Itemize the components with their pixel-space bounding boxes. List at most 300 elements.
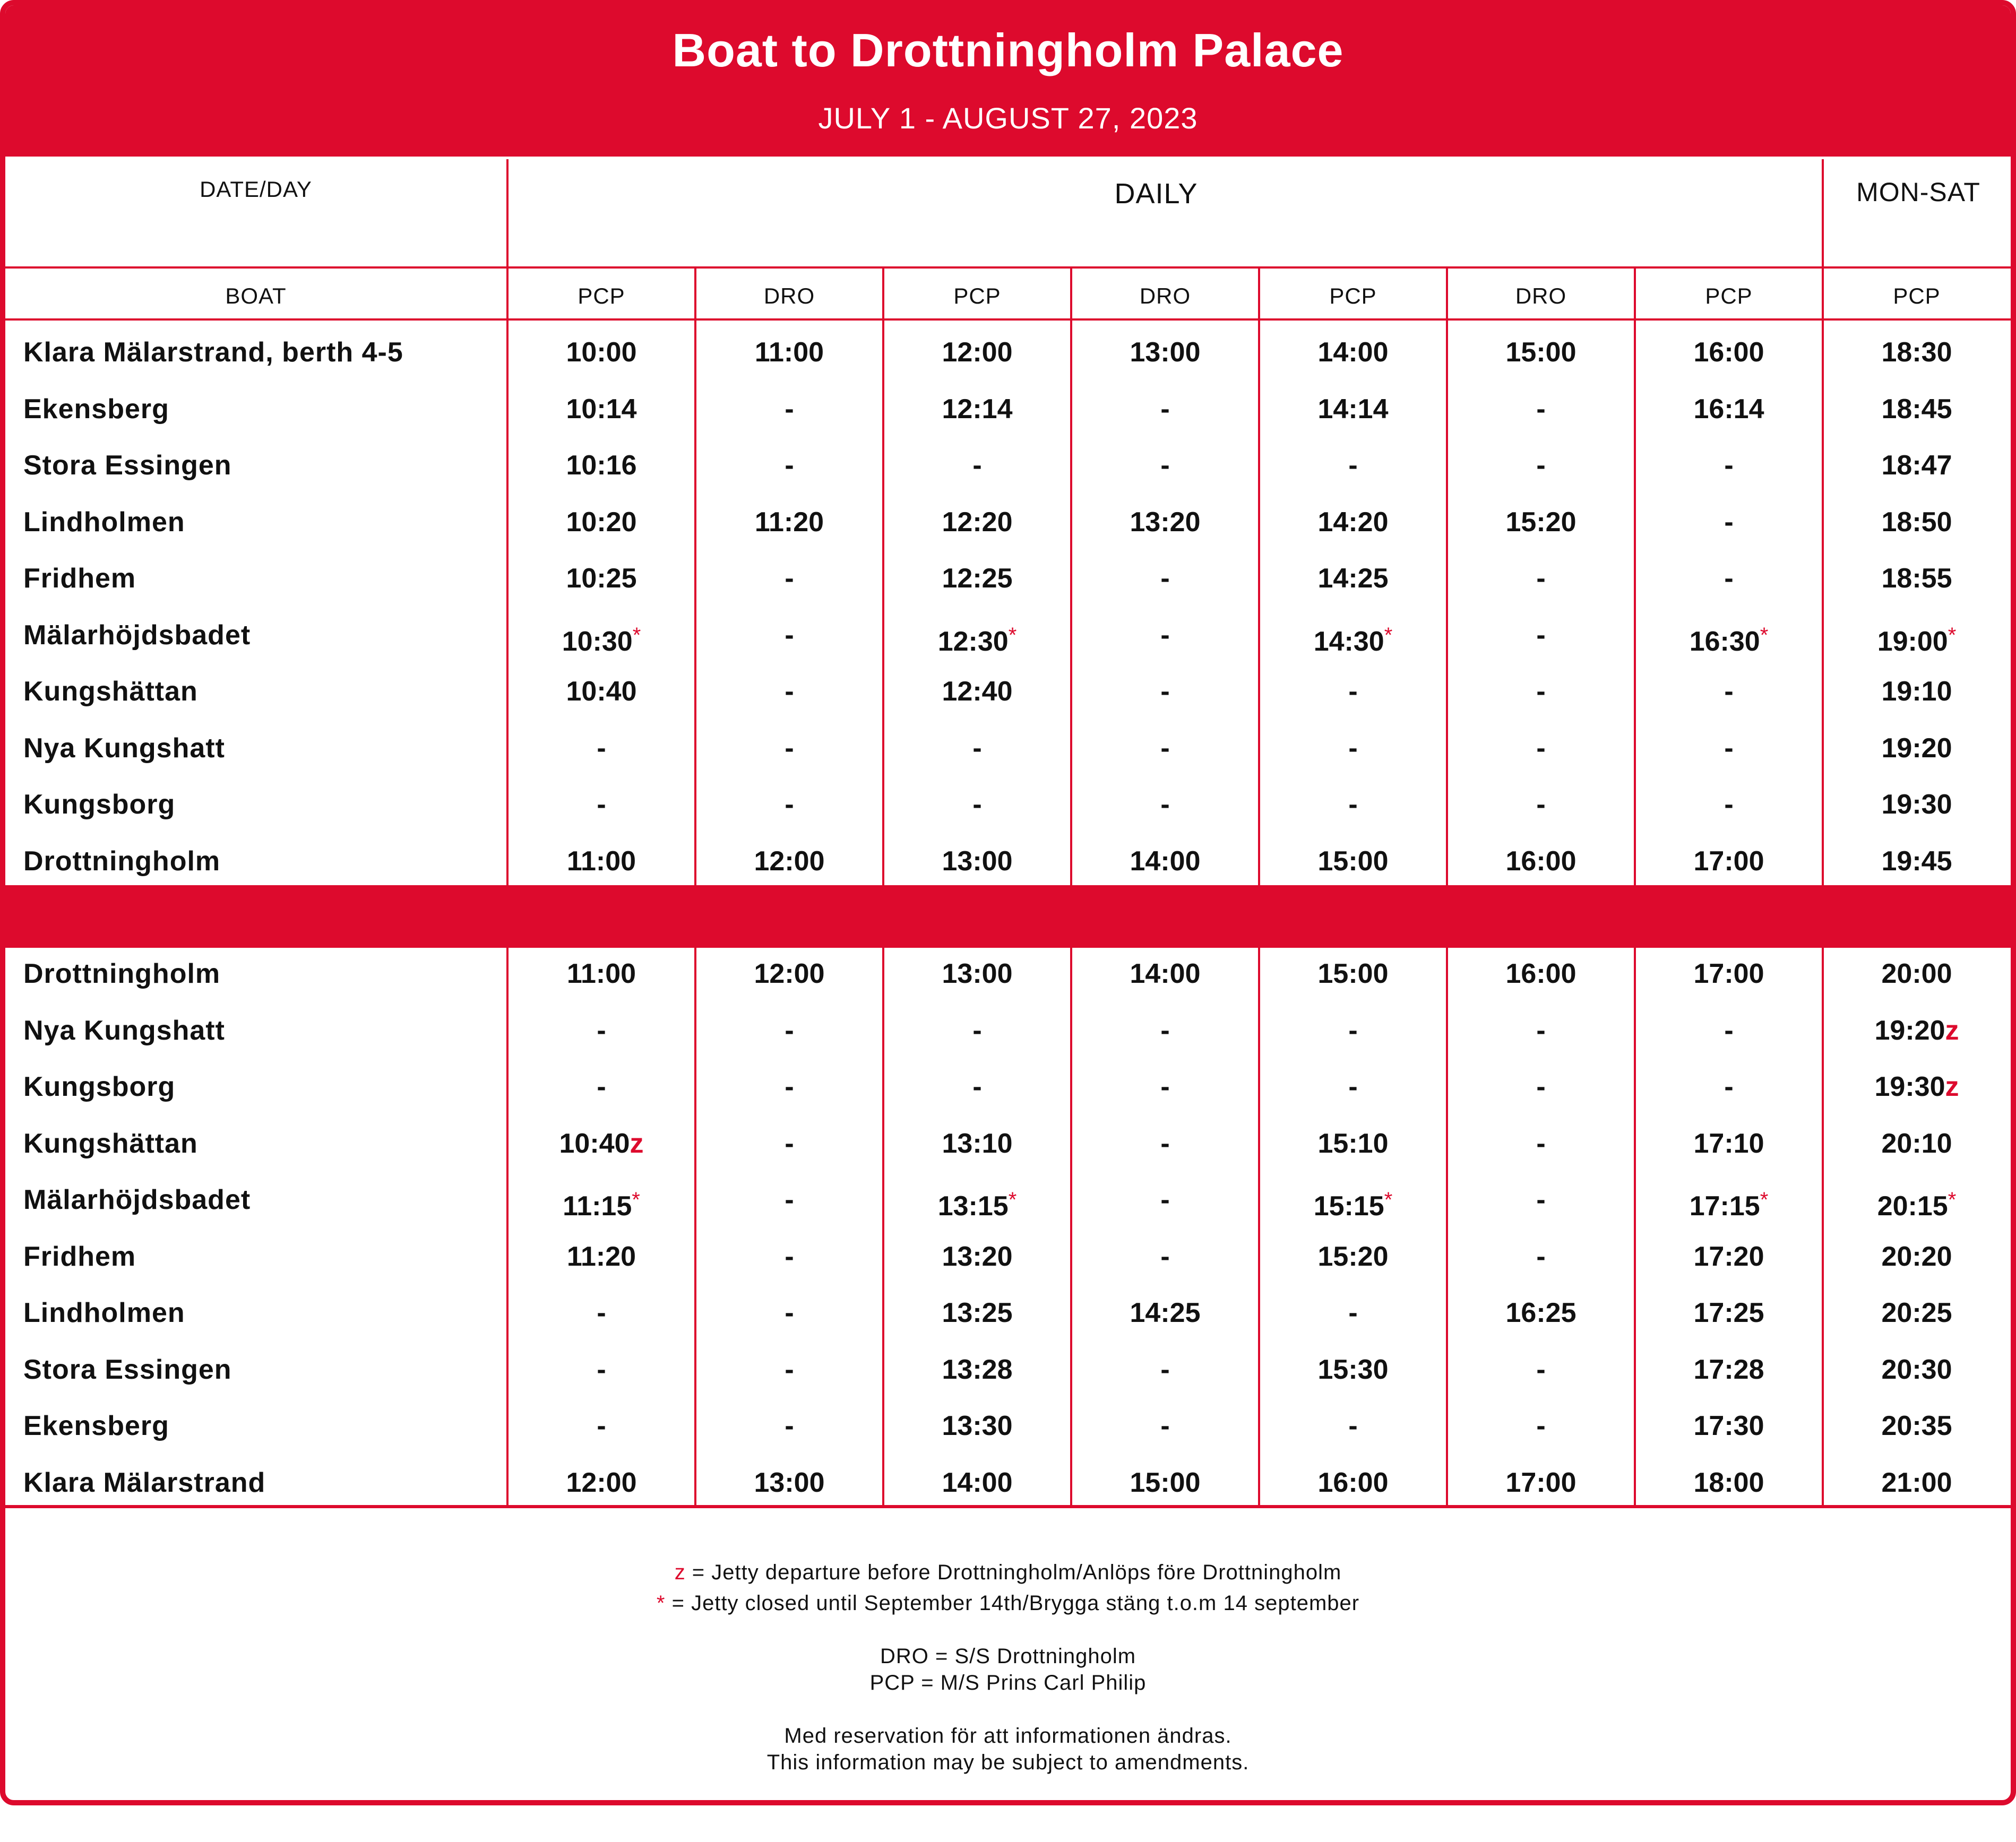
- time-value: 18:00: [1693, 1467, 1764, 1498]
- boat-column-header: DRO: [763, 283, 815, 308]
- time-value: -: [1160, 1128, 1170, 1159]
- direction-separator: [5, 885, 2011, 948]
- departure-time: [1823, 720, 2011, 776]
- time-value: -: [785, 1184, 794, 1215]
- departure-time: [1635, 1285, 1823, 1341]
- time-value: -: [1724, 1071, 1734, 1102]
- departure-time: [1259, 1398, 1447, 1454]
- time-value: -: [1160, 732, 1170, 764]
- time-value: -: [972, 1015, 982, 1046]
- departure-time: [1071, 324, 1259, 380]
- departure-time: [507, 1285, 695, 1341]
- departure-time: [1259, 1059, 1447, 1115]
- time-value: 15:20: [1505, 506, 1576, 538]
- time-value: 18:50: [1881, 506, 1952, 538]
- time-value: -: [1536, 393, 1546, 425]
- jetty-closed-mark: *: [1384, 1188, 1393, 1212]
- time-value: -: [1536, 1354, 1546, 1385]
- departure-time: [1823, 776, 2011, 833]
- departure-time: [1259, 1002, 1447, 1059]
- time-value: -: [785, 619, 794, 651]
- departure-time: [507, 1455, 695, 1511]
- departure-time: [507, 1059, 695, 1115]
- departure-time: [1447, 1059, 1635, 1115]
- time-value: -: [1160, 450, 1170, 481]
- time-value: -: [1348, 1071, 1358, 1102]
- jetty-closed-mark: *: [1948, 1188, 1957, 1212]
- departure-time: [1071, 1059, 1259, 1115]
- time-value: 14:00: [1130, 958, 1201, 989]
- departure-time: [1823, 1285, 2011, 1341]
- time-value: 19:00: [1877, 626, 1948, 657]
- jetty-closed-mark: *: [1760, 1188, 1769, 1212]
- departure-time: [1635, 1002, 1823, 1059]
- time-value: 20:35: [1881, 1411, 1952, 1441]
- departure-time: [1823, 381, 2011, 437]
- time-value: 12:30: [937, 626, 1009, 657]
- time-value: 17:00: [1505, 1467, 1576, 1498]
- departure-time: [1823, 1172, 2011, 1228]
- departure-time: [1823, 494, 2011, 550]
- jetty-closed-mark: *: [632, 623, 641, 647]
- departure-time: [1447, 1285, 1635, 1341]
- departure-time: [1635, 437, 1823, 494]
- departure-time: [883, 494, 1071, 550]
- departure-time: [1823, 607, 2011, 663]
- time-value: -: [1160, 619, 1170, 651]
- time-value: -: [1536, 676, 1546, 707]
- departure-time: [1635, 550, 1823, 607]
- time-value: 13:25: [942, 1298, 1013, 1328]
- departure-time: [1823, 1398, 2011, 1454]
- departure-time: [1447, 1455, 1635, 1511]
- early-departure-mark: z: [1945, 1071, 1959, 1102]
- time-value: 16:30: [1689, 626, 1760, 657]
- departure-time: [695, 1285, 883, 1341]
- departure-time: [507, 1172, 695, 1228]
- time-value: 12:00: [566, 1467, 637, 1498]
- departure-time: [1071, 663, 1259, 720]
- time-value: 11:00: [566, 845, 636, 877]
- departure-time: [695, 1342, 883, 1398]
- time-value: 18:45: [1881, 393, 1952, 425]
- departure-time: [507, 1002, 695, 1059]
- page-title: Boat to Drottningholm Palace: [672, 24, 1344, 76]
- departure-time: [1071, 550, 1259, 607]
- boat-column-header: PCP: [953, 283, 1001, 308]
- jetty-closed-mark: *: [1948, 623, 1957, 647]
- timetable-grid: [5, 5, 2011, 1800]
- departure-time: [507, 324, 695, 380]
- time-value: 13:00: [942, 958, 1013, 989]
- table-row: [5, 1059, 2011, 1115]
- star-symbol: *: [656, 1592, 666, 1615]
- departure-time: [695, 776, 883, 833]
- departure-time: [1823, 663, 2011, 720]
- departure-time: [1259, 607, 1447, 663]
- early-departure-mark: z: [630, 1128, 644, 1159]
- departure-time: [883, 1172, 1071, 1228]
- time-value: 13:00: [942, 845, 1013, 877]
- departure-time: [1071, 437, 1259, 494]
- departure-time: [883, 776, 1071, 833]
- time-value: -: [785, 563, 794, 594]
- stop-name: Kungsborg: [23, 1071, 176, 1102]
- time-value: -: [1724, 676, 1734, 707]
- departure-time: [1071, 1285, 1259, 1341]
- time-value: 16:00: [1693, 337, 1764, 368]
- time-value: 13:10: [942, 1128, 1013, 1159]
- stop-name: Nya Kungshatt: [23, 1015, 225, 1046]
- time-value: -: [1160, 789, 1170, 820]
- legend-pcp: PCP = M/S Prins Carl Philip: [869, 1671, 1147, 1694]
- time-value: -: [1536, 563, 1546, 594]
- time-value: 14:00: [1130, 845, 1201, 877]
- time-value: 17:20: [1693, 1241, 1764, 1272]
- departure-time: [1447, 437, 1635, 494]
- departure-time: [1635, 1398, 1823, 1454]
- departure-time: [1447, 381, 1635, 437]
- time-value: 18:55: [1881, 563, 1952, 594]
- time-value: 12:25: [942, 563, 1013, 594]
- boat-column-header: PCP: [578, 283, 625, 308]
- stop-name: Stora Essingen: [23, 1354, 232, 1385]
- table-row: [5, 381, 2011, 437]
- time-value: 10:00: [566, 337, 637, 368]
- table-row: [5, 607, 2011, 663]
- table-row: [5, 1285, 2011, 1341]
- time-value: 16:00: [1317, 1467, 1389, 1498]
- time-value: -: [1160, 1354, 1170, 1385]
- departure-time: [1823, 550, 2011, 607]
- boat-column-header: PCP: [1893, 283, 1941, 308]
- departure-time: [507, 1229, 695, 1285]
- disclaimer-english: This information may be subject to amendments.: [766, 1751, 1250, 1774]
- time-value: 14:14: [1317, 393, 1389, 425]
- time-value: 17:00: [1693, 845, 1764, 877]
- table-row: [5, 1002, 2011, 1059]
- departure-time: [1823, 1115, 2011, 1172]
- departure-time: [883, 1229, 1071, 1285]
- departure-time: [695, 1229, 883, 1285]
- departure-time: [883, 663, 1071, 720]
- departure-time: [1071, 494, 1259, 550]
- date-day-header: DATE/DAY: [200, 177, 312, 202]
- time-value: 10:25: [566, 563, 637, 594]
- departure-time: [1447, 720, 1635, 776]
- departure-time: [695, 324, 883, 380]
- departure-time: [1071, 1002, 1259, 1059]
- departure-time: [1635, 1059, 1823, 1115]
- time-value: -: [1348, 1298, 1358, 1328]
- departure-time: [1447, 1002, 1635, 1059]
- disclaimer-swedish: Med reservation för att informationen ändras.: [784, 1724, 1232, 1748]
- time-value: -: [597, 1298, 606, 1328]
- time-value: -: [1724, 732, 1734, 764]
- departure-time: [1071, 720, 1259, 776]
- time-value: 14:25: [1317, 563, 1389, 594]
- stop-name: Klara Mälarstrand, berth 4-5: [23, 337, 403, 368]
- departure-time: [507, 776, 695, 833]
- departure-time: [695, 1002, 883, 1059]
- stop-name: Ekensberg: [23, 393, 169, 425]
- time-value: -: [1160, 1015, 1170, 1046]
- time-value: -: [1348, 1411, 1358, 1441]
- time-value: -: [972, 1071, 982, 1102]
- departure-time: [1447, 663, 1635, 720]
- time-value: 14:30: [1313, 626, 1384, 657]
- departure-time: [1071, 833, 1259, 889]
- table-row: [5, 1342, 2011, 1398]
- departure-time: [1259, 946, 1447, 1002]
- time-value: -: [597, 1015, 606, 1046]
- stop-name: Klara Mälarstrand: [23, 1467, 266, 1498]
- departure-time: [1823, 1229, 2011, 1285]
- stop-name: Fridhem: [23, 1241, 136, 1272]
- time-value: 15:00: [1317, 845, 1389, 877]
- time-value: -: [1160, 1241, 1170, 1272]
- stop-name: Mälarhöjdsbadet: [23, 619, 251, 651]
- time-value: 11:20: [566, 1241, 636, 1272]
- stop-name: Kungshättan: [23, 1128, 198, 1159]
- time-value: -: [785, 450, 794, 481]
- time-value: -: [785, 1015, 794, 1046]
- time-value: -: [597, 732, 606, 764]
- departure-time: [1071, 1229, 1259, 1285]
- time-value: -: [1724, 1015, 1734, 1046]
- time-value: 10:40: [566, 676, 637, 707]
- time-value: 13:30: [942, 1411, 1013, 1441]
- early-departure-mark: z: [1945, 1015, 1959, 1046]
- time-value: 16:00: [1505, 958, 1576, 989]
- time-value: 10:40: [559, 1128, 630, 1159]
- time-value: -: [1536, 1071, 1546, 1102]
- departure-time: [883, 1059, 1071, 1115]
- departure-time: [1259, 1342, 1447, 1398]
- time-value: -: [597, 789, 606, 820]
- time-value: -: [785, 1128, 794, 1159]
- departure-time: [883, 1398, 1071, 1454]
- time-value: 19:30: [1874, 1071, 1945, 1102]
- time-value: 20:10: [1881, 1128, 1952, 1159]
- time-value: -: [785, 789, 794, 820]
- z-description: = Jetty departure before Drottningholm/Anlöps före Drottningholm: [685, 1561, 1342, 1584]
- departure-time: [1259, 1455, 1447, 1511]
- departure-time: [1447, 946, 1635, 1002]
- departure-time: [1447, 1115, 1635, 1172]
- departure-time: [695, 946, 883, 1002]
- stop-name: Drottningholm: [23, 845, 221, 877]
- mon-sat-header: MON-SAT: [1856, 177, 1980, 207]
- table-row: [5, 946, 2011, 1002]
- legend-dro: DRO = S/S Drottningholm: [880, 1645, 1136, 1668]
- time-value: 15:00: [1505, 337, 1576, 368]
- departure-time: [883, 1115, 1071, 1172]
- time-value: -: [1536, 1184, 1546, 1215]
- time-value: 11:00: [566, 958, 636, 989]
- departure-time: [1259, 437, 1447, 494]
- time-value: 19:10: [1881, 676, 1952, 707]
- departure-time: [695, 1115, 883, 1172]
- departure-time: [695, 437, 883, 494]
- boat-header: BOAT: [225, 283, 287, 308]
- departure-time: [1823, 1002, 2011, 1059]
- z-symbol: z: [674, 1561, 686, 1584]
- departure-time: [1823, 833, 2011, 889]
- time-value: -: [1536, 450, 1546, 481]
- departure-time: [883, 833, 1071, 889]
- departure-time: [507, 833, 695, 889]
- table-row: [5, 494, 2011, 550]
- departure-time: [1071, 776, 1259, 833]
- time-value: -: [1724, 789, 1734, 820]
- time-value: 12:00: [754, 958, 825, 989]
- stop-name: Kungsborg: [23, 789, 176, 820]
- departure-time: [695, 1455, 883, 1511]
- departure-time: [1635, 1115, 1823, 1172]
- legend-star: [5, 1590, 2011, 1616]
- departure-time: [883, 720, 1071, 776]
- departure-time: [507, 437, 695, 494]
- departure-time: [883, 381, 1071, 437]
- boat-column-header: PCP: [1329, 283, 1377, 308]
- time-value: -: [1536, 619, 1546, 651]
- departure-time: [1635, 607, 1823, 663]
- time-value: -: [1160, 1411, 1170, 1441]
- table-row: [5, 1455, 2011, 1511]
- time-value: 17:30: [1693, 1411, 1764, 1441]
- time-value: 19:30: [1881, 789, 1952, 820]
- departure-time: [507, 663, 695, 720]
- time-value: -: [1724, 563, 1734, 594]
- time-value: 14:25: [1130, 1298, 1201, 1328]
- time-value: 14:00: [942, 1467, 1013, 1498]
- time-value: 12:40: [942, 676, 1013, 707]
- time-value: 15:10: [1317, 1128, 1389, 1159]
- time-value: 17:28: [1693, 1354, 1764, 1385]
- departure-time: [883, 1455, 1071, 1511]
- table-row: [5, 1172, 2011, 1228]
- departure-time: [1635, 494, 1823, 550]
- time-value: 10:20: [566, 506, 637, 538]
- time-value: 13:00: [754, 1467, 825, 1498]
- departure-time: [1447, 1229, 1635, 1285]
- time-value: 17:15: [1689, 1191, 1760, 1222]
- time-value: -: [1536, 1015, 1546, 1046]
- departure-time: [883, 1285, 1071, 1341]
- departure-time: [507, 1115, 695, 1172]
- time-value: 17:00: [1693, 958, 1764, 989]
- departure-time: [695, 381, 883, 437]
- time-value: 21:00: [1881, 1467, 1952, 1498]
- departure-time: [1635, 1229, 1823, 1285]
- departure-time: [507, 550, 695, 607]
- time-value: -: [1348, 1015, 1358, 1046]
- departure-time: [1071, 381, 1259, 437]
- time-value: -: [1536, 1411, 1546, 1441]
- departure-time: [1635, 720, 1823, 776]
- time-value: -: [972, 450, 982, 481]
- departure-time: [1635, 1455, 1823, 1511]
- time-value: 18:47: [1881, 450, 1952, 481]
- table-row: [5, 437, 2011, 494]
- time-value: -: [972, 789, 982, 820]
- stop-name: Drottningholm: [23, 958, 221, 989]
- departure-time: [1259, 324, 1447, 380]
- time-value: -: [785, 732, 794, 764]
- time-value: -: [972, 732, 982, 764]
- time-value: 20:20: [1881, 1241, 1952, 1272]
- departure-time: [1635, 833, 1823, 889]
- departure-time: [695, 1398, 883, 1454]
- time-value: 13:15: [937, 1191, 1009, 1222]
- time-value: 18:30: [1881, 337, 1952, 368]
- time-value: 15:30: [1317, 1354, 1389, 1385]
- departure-time: [507, 607, 695, 663]
- time-value: -: [1724, 506, 1734, 538]
- departure-time: [883, 946, 1071, 1002]
- table-row: [5, 776, 2011, 833]
- time-value: 15:15: [1313, 1191, 1384, 1222]
- stop-name: Stora Essingen: [23, 450, 232, 481]
- time-value: 11:00: [754, 337, 824, 368]
- departure-time: [1823, 437, 2011, 494]
- departure-time: [695, 494, 883, 550]
- jetty-closed-mark: *: [1008, 1188, 1017, 1212]
- time-value: -: [1160, 1184, 1170, 1215]
- departure-time: [1259, 663, 1447, 720]
- time-value: 20:15: [1877, 1191, 1948, 1222]
- time-value: 15:20: [1317, 1241, 1389, 1272]
- time-value: 17:25: [1693, 1298, 1764, 1328]
- time-value: 16:00: [1505, 845, 1576, 877]
- divider: [5, 318, 2011, 321]
- departure-time: [507, 1398, 695, 1454]
- departure-time: [883, 1002, 1071, 1059]
- departure-time: [1071, 607, 1259, 663]
- time-value: 20:25: [1881, 1298, 1952, 1328]
- time-value: -: [1536, 1241, 1546, 1272]
- time-value: 13:20: [1130, 506, 1201, 538]
- departure-time: [695, 1059, 883, 1115]
- departure-time: [1447, 833, 1635, 889]
- departure-time: [1259, 1285, 1447, 1341]
- time-value: -: [1536, 789, 1546, 820]
- departure-time: [507, 494, 695, 550]
- jetty-closed-mark: *: [1384, 623, 1393, 647]
- time-value: -: [597, 1071, 606, 1102]
- departure-time: [1823, 1455, 2011, 1511]
- time-value: 11:15: [563, 1191, 632, 1222]
- departure-time: [1635, 776, 1823, 833]
- time-value: 20:30: [1881, 1354, 1952, 1385]
- stop-name: Ekensberg: [23, 1411, 169, 1441]
- departure-time: [1447, 324, 1635, 380]
- time-value: 16:14: [1693, 393, 1764, 425]
- time-value: -: [1348, 732, 1358, 764]
- stop-name: Nya Kungshatt: [23, 732, 225, 764]
- table-row: [5, 720, 2011, 776]
- departure-time: [1071, 1398, 1259, 1454]
- departure-time: [1071, 1342, 1259, 1398]
- departure-time: [883, 1342, 1071, 1398]
- departure-time: [883, 437, 1071, 494]
- time-value: -: [597, 1354, 606, 1385]
- table-row: [5, 1398, 2011, 1454]
- star-description: = Jetty closed until September 14th/Brygga stäng t.o.m 14 september: [665, 1592, 1360, 1615]
- departure-time: [1259, 1172, 1447, 1228]
- jetty-closed-mark: *: [1008, 623, 1017, 647]
